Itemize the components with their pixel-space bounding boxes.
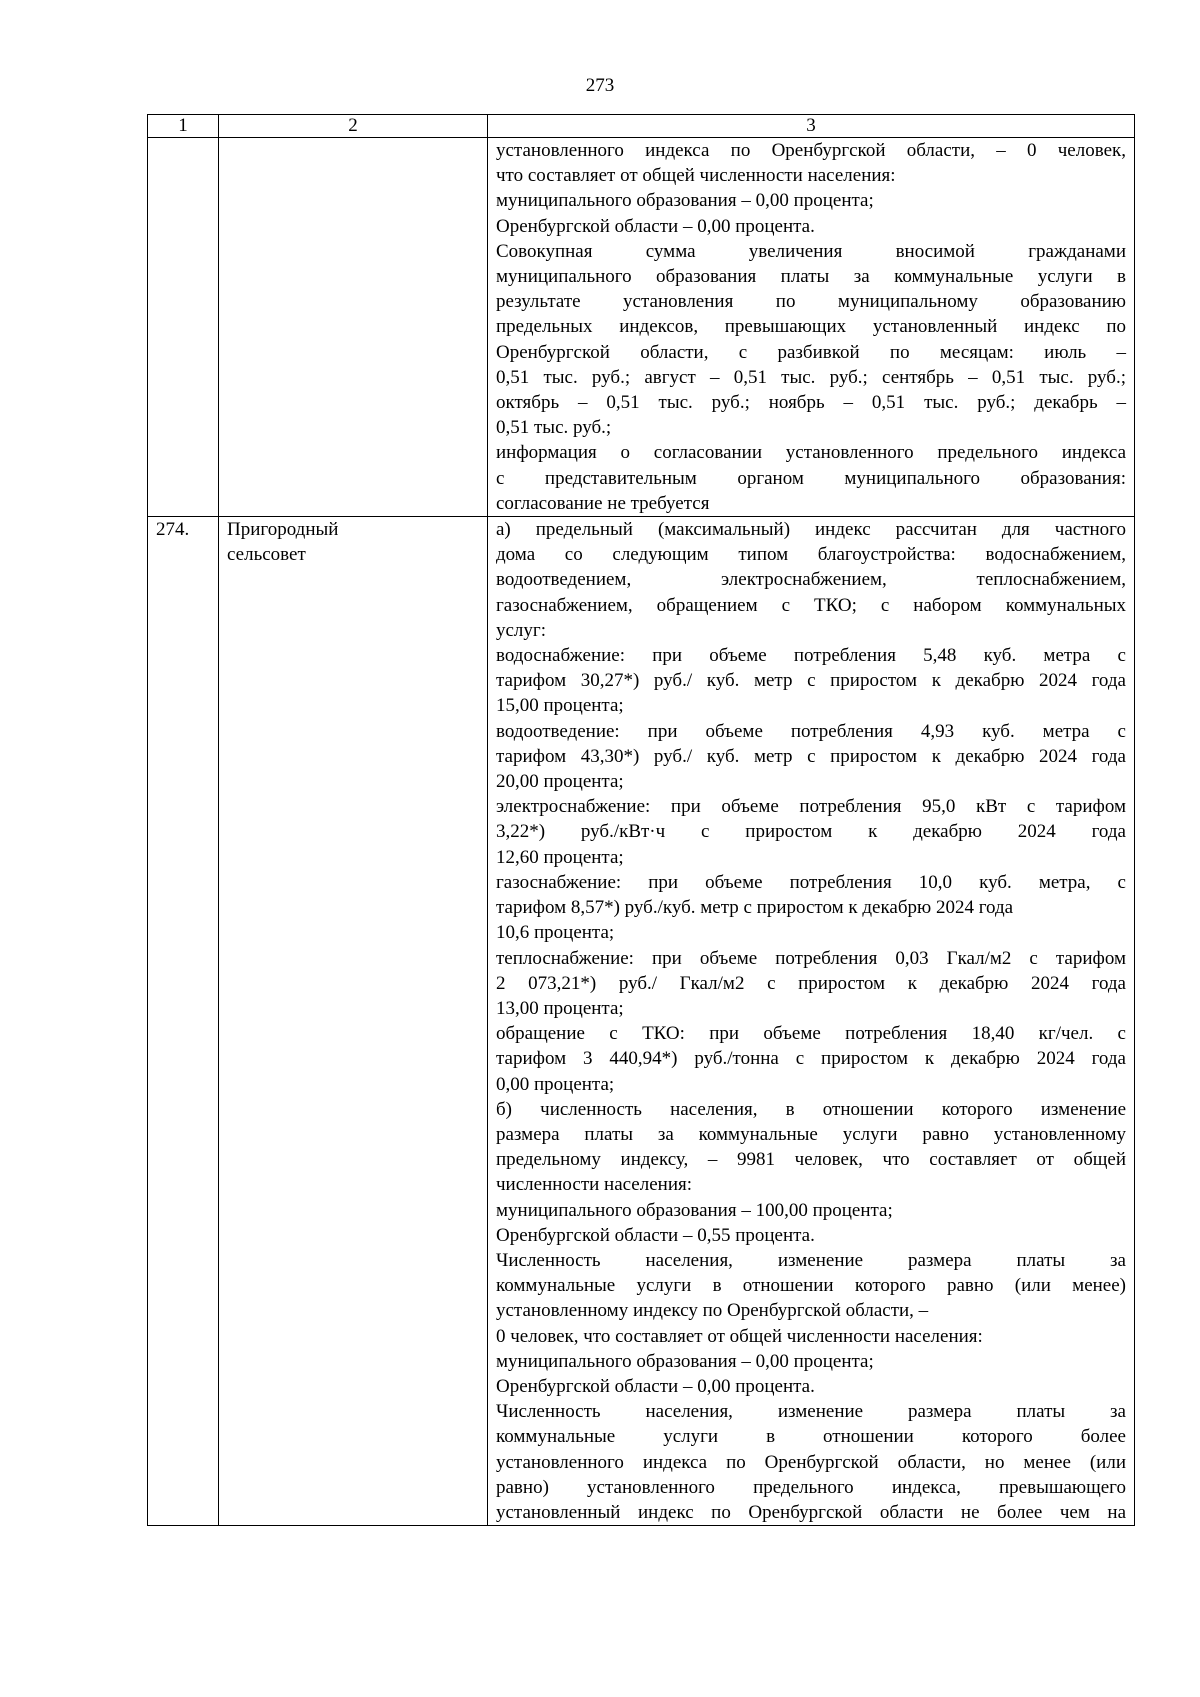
column-header-3: 3	[488, 115, 1135, 138]
description-line: 2 073,21*) руб./ Гкал/м2 с приростом к декабрю 2024 года	[496, 972, 1126, 994]
row-number-cell: 274.	[148, 517, 219, 1526]
description-line: Оренбургской области – 0,00 процента.	[496, 215, 815, 237]
description-line: муниципального образования платы за коммунальные услуги в	[496, 266, 1126, 288]
description-line: Оренбургской области, с разбивкой по месяцам: июль –	[496, 341, 1126, 363]
description-line: предельных индексов, превышающих установленный индекс по	[496, 316, 1126, 338]
description-line: 10,6 процента;	[496, 922, 615, 944]
description-line: согласование не требуется	[496, 492, 710, 514]
column-header-2: 2	[219, 115, 488, 138]
column-header-1: 1	[148, 115, 219, 138]
description-line: установленного индекса по Оренбургской области, – 0 человек,	[496, 140, 1126, 161]
description-line: установленного индекса по Оренбургской области, но менее (или	[496, 1451, 1126, 1473]
indices-table	[147, 114, 1135, 1526]
description-line: обращение с ТКО: при объеме потребления 18,40 кг/чел. с	[496, 1023, 1126, 1045]
description-line: Оренбургской области – 0,55 процента.	[496, 1224, 815, 1246]
description-line: размера платы за коммунальные услуги равно установленному	[496, 1123, 1126, 1145]
description-line: 0,51 тыс. руб.; август – 0,51 тыс. руб.; сентябрь – 0,51 тыс. руб.;	[496, 366, 1126, 388]
description-line: Оренбургской области – 0,00 процента.	[496, 1375, 815, 1397]
description-line: равно) установленного предельного индекса, превышающего	[496, 1476, 1126, 1498]
page-number: 273	[585, 75, 615, 96]
description-line: информация о согласовании установленного предельного индекса	[496, 442, 1126, 464]
description-line: а) предельный (максимальный) индекс рассчитан для частного	[496, 519, 1126, 541]
description-line: 0,00 процента;	[496, 1073, 615, 1095]
description-cell	[488, 138, 1135, 517]
description-line: 15,00 процента;	[496, 695, 624, 717]
municipality-name-cell	[219, 138, 488, 517]
description-line: 13,00 процента;	[496, 997, 624, 1019]
description-line: 12,60 процента;	[496, 846, 624, 868]
table-row-continuation	[148, 138, 1135, 517]
description-line: теплоснабжение: при объеме потребления 0,03 Гкал/м2 с тарифом	[496, 947, 1126, 969]
description-line: дома со следующим типом благоустройства: водоснабжением,	[496, 544, 1126, 566]
description-line: предельному индексу, – 9981 человек, что составляет от общей	[496, 1149, 1126, 1171]
description-line: октябрь – 0,51 тыс. руб.; ноябрь – 0,51 тыс. руб.; декабрь –	[496, 392, 1126, 414]
description-line: газоснабжением, обращением с ТКО; с набором коммунальных	[496, 594, 1126, 616]
municipality-name-line: Пригородный	[227, 519, 339, 541]
description-line: результате установления по муниципальному образованию	[496, 291, 1126, 313]
description-line: установленный индекс по Оренбургской области не более чем на	[496, 1501, 1126, 1523]
description-line: с представительным органом муниципального образования:	[496, 467, 1126, 489]
description-line: тарифом 8,57*) руб./куб. метр с приростом к декабрю 2024 года	[496, 897, 1014, 919]
description-line: установленному индексу по Оренбургской области, –	[496, 1300, 929, 1322]
description-line: водоснабжение: при объеме потребления 5,48 куб. метра с	[496, 645, 1126, 667]
table-row-274	[148, 517, 1135, 1526]
description-line: водоотведением, электроснабжением, теплоснабжением,	[496, 569, 1126, 591]
municipality-name-line: сельсовет	[227, 544, 306, 566]
description-line: 3,22*) руб./кВт·ч с приростом к декабрю 2024 года	[496, 821, 1126, 843]
description-line: коммунальные услуги в отношении которого более	[496, 1426, 1126, 1448]
description-line: тарифом 30,27*) руб./ куб. метр с приростом к декабрю 2024 года	[496, 670, 1126, 692]
description-line: муниципального образования – 100,00 процента;	[496, 1199, 893, 1221]
description-line: 0 человек, что составляет от общей численности населения:	[496, 1325, 983, 1347]
description-line: 0,51 тыс. руб.;	[496, 417, 612, 439]
description-line: Численность населения, изменение размера платы за	[496, 1401, 1126, 1423]
description-line: услуг:	[496, 619, 546, 641]
description-line: Численность населения, изменение размера платы за	[496, 1249, 1126, 1271]
description-line: муниципального образования – 0,00 процента;	[496, 1350, 874, 1372]
description-line: Совокупная сумма увеличения вносимой гражданами	[496, 240, 1126, 262]
municipality-name-cell	[219, 517, 488, 1526]
description-line: б) численность населения, в отношении которого изменение	[496, 1098, 1126, 1120]
row-number-cell	[148, 138, 219, 517]
description-line: тарифом 43,30*) руб./ куб. метр с приростом к декабрю 2024 года	[496, 745, 1126, 767]
description-line: водоотведение: при объеме потребления 4,93 куб. метра с	[496, 720, 1126, 742]
description-line: 20,00 процента;	[496, 771, 624, 793]
description-line: газоснабжение: при объеме потребления 10,0 куб. метра, с	[496, 871, 1126, 893]
description-line: тарифом 3 440,94*) руб./тонна с приростом к декабрю 2024 года	[496, 1048, 1126, 1070]
table-header-row	[148, 115, 1135, 138]
description-line: коммунальные услуги в отношении которого равно (или менее)	[496, 1275, 1126, 1297]
description-line: электроснабжение: при объеме потребления 95,0 кВт с тарифом	[496, 796, 1126, 818]
description-line: численности населения:	[496, 1174, 693, 1196]
description-cell	[488, 517, 1135, 1526]
description-line: муниципального образования – 0,00 процента;	[496, 190, 874, 212]
description-line: что составляет от общей численности населения:	[496, 165, 896, 187]
